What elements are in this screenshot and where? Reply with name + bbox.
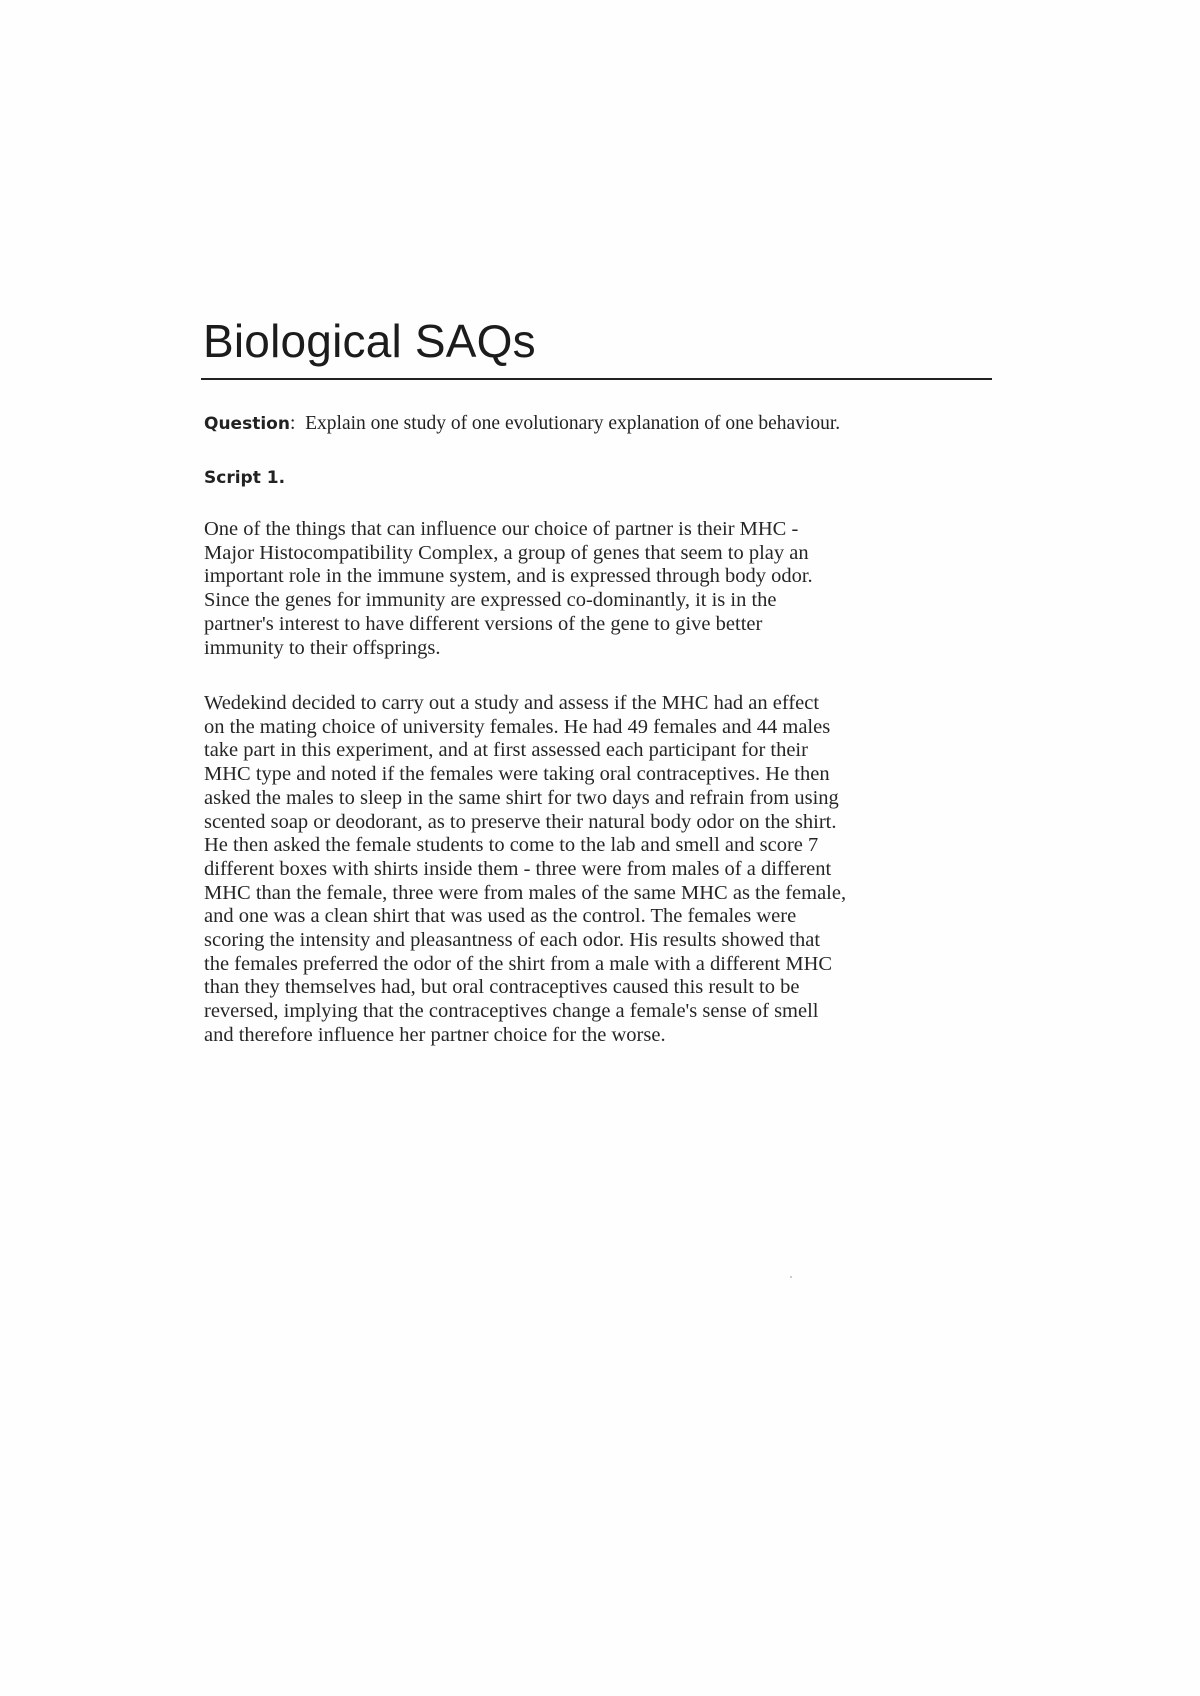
paragraph-line: different boxes with shirts inside them - three were from males of a different	[204, 857, 832, 880]
paragraph-line: and therefore influence her partner choice for the worse.	[204, 1023, 666, 1046]
paragraph-line: the females preferred the odor of the shirt from a male with a different MHC	[204, 952, 833, 975]
paragraph-line: MHC than the female, three were from males of the same MHC as the female,	[204, 881, 847, 904]
paragraph-line: than they themselves had, but oral contraceptives caused this result to be	[204, 976, 800, 999]
question-text: Explain one study of one evolutionary explanation of one behaviour.	[305, 413, 841, 434]
paragraph-line: partner's interest to have different versions of the gene to give better	[204, 612, 763, 635]
question-separator: :	[289, 413, 296, 434]
paragraph-line: take part in this experiment, and at first assessed each participant for their	[204, 739, 808, 762]
paragraph-line: scented soap or deodorant, as to preserve their natural body odor on the shirt.	[204, 810, 837, 833]
page-title: Biological SAQs	[203, 315, 536, 367]
paragraph-line: scoring the intensity and pleasantness of each odor. His results showed that	[204, 929, 821, 952]
paragraph-study	[204, 692, 846, 1048]
question-label: Question	[204, 414, 290, 434]
paragraph-line: important role in the immune system, and is expressed through body odor.	[204, 565, 813, 588]
paragraph-line: Since the genes for immunity are expressed co-dominantly, it is in the	[204, 589, 777, 612]
paragraph-line: on the mating choice of university females. He had 49 females and 44 males	[204, 715, 831, 738]
paragraph-line: He then asked the female students to come to the lab and smell and score 7	[204, 834, 819, 857]
title-underline	[201, 378, 992, 380]
paragraph-line: reversed, implying that the contraceptives change a female's sense of smell	[204, 1000, 819, 1023]
paragraph-introduction	[204, 518, 813, 660]
paragraph-line: Major Histocompatibility Complex, a group of genes that seem to play an	[204, 541, 809, 564]
paragraph-line: Wedekind decided to carry out a study and assess if the MHC had an effect	[204, 692, 820, 714]
paragraph-line: asked the males to sleep in the same shirt for two days and refrain from using	[204, 786, 839, 809]
paragraph-line: immunity to their offsprings.	[204, 636, 441, 659]
paragraph-line: and one was a clean shirt that was used as the control. The females were	[204, 905, 797, 928]
paragraph-line: One of the things that can influence our choice of partner is their MHC -	[204, 518, 799, 540]
script-heading: Script 1.	[204, 468, 286, 488]
question-line	[204, 412, 840, 435]
scan-speck	[790, 1276, 792, 1278]
paragraph-line: MHC type and noted if the females were taking oral contraceptives. He then	[204, 763, 830, 786]
